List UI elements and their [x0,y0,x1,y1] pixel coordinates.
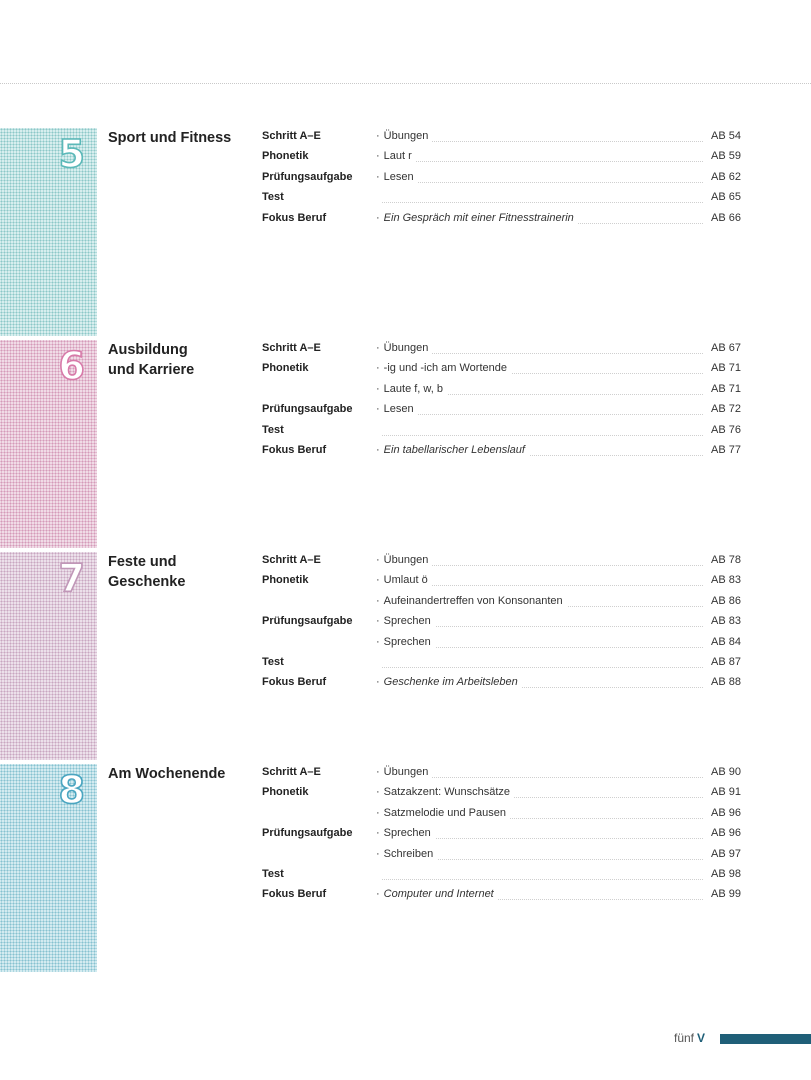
entry [376,130,709,146]
toc-row[interactable] [0,442,811,462]
entry [376,424,709,440]
toc-row[interactable] [0,654,811,674]
entry-title: Übungen [383,130,429,142]
entry-text [376,342,432,354]
toc-row[interactable] [0,128,811,148]
page-reference: AB 76 [711,423,741,436]
section-label: Prüfungsaufgabe [262,170,353,183]
entry-title: Satzmelodie und Pausen [383,806,506,819]
bullet: · [376,170,380,183]
page-reference: AB 99 [711,888,741,901]
bullet: · [376,342,380,354]
entry [376,868,709,884]
dot-leader [382,435,703,436]
section-label: Fokus Beruf [262,444,327,456]
entry [376,656,709,672]
entry-title: Laut r [383,150,412,163]
entry-text [376,554,432,566]
entry-title: Ein tabellarischer Lebenslauf [383,444,525,456]
toc-row[interactable] [0,148,811,168]
entry-title: Übungen [383,766,429,778]
section-label: Schritt A–E [262,766,321,778]
bullet: · [376,150,380,163]
dot-leader [382,414,703,415]
entry-title: Sprechen [383,635,431,648]
page-reference: AB 65 [711,191,741,204]
entry [376,574,709,590]
section-label: Fokus Beruf [262,676,327,689]
page-reference: AB 98 [711,868,741,880]
bullet: · [376,888,380,901]
page-reference: AB 71 [711,382,741,395]
entry-text [376,403,418,415]
dot-leader [382,202,703,203]
section-label: Fokus Beruf [262,211,327,224]
section-label: Prüfungsaufgabe [262,403,353,416]
toc-row[interactable] [0,189,811,209]
entry-text [376,615,435,627]
entry [376,807,709,823]
entry-title: Ein Gespräch mit einer Fitnesstrainerin [383,211,574,224]
bullet: · [376,615,380,628]
entry [376,766,709,782]
entry [376,554,709,570]
entry-text [376,827,435,839]
section-label: Schritt A–E [262,130,321,142]
entry-text [376,676,522,688]
toc-row[interactable] [0,784,811,804]
bullet: · [376,574,380,587]
page-reference: AB 67 [711,342,741,354]
entry-text [376,574,432,586]
bullet: · [376,554,380,566]
page-reference: AB 96 [711,827,741,840]
entry-text [376,636,435,648]
entry [376,786,709,802]
bullet: · [376,806,380,819]
page-reference: AB 86 [711,594,741,607]
chapter-title-line: Feste und [108,554,177,570]
page-reference: AB 96 [711,806,741,819]
section-label: Fokus Beruf [262,888,327,901]
entry-title: Computer und Internet [383,888,494,901]
section-label: Phonetik [262,786,309,799]
entry-title: Geschenke im Arbeitsleben [383,676,518,689]
page-reference: AB 83 [711,574,741,587]
section-label: Test [262,656,284,668]
toc-row[interactable] [0,169,811,189]
chapter-number: 5 [58,132,85,176]
top-divider [0,83,811,84]
chapter-title-line: und Karriere [108,362,195,378]
entry [376,403,709,419]
bullet: · [376,130,380,142]
bullet: · [376,382,380,395]
page-reference: AB 59 [711,150,741,163]
page-reference: AB 62 [711,170,741,183]
toc-row[interactable] [0,846,811,866]
entry [376,171,709,187]
section-label: Phonetik [262,362,309,375]
entry [376,191,709,207]
entry-text [376,383,447,395]
page-reference: AB 54 [711,130,741,142]
page-reference: AB 84 [711,635,741,648]
chapter-number: 8 [58,768,85,812]
section-label: Schritt A–E [262,342,321,354]
page-reference: AB 72 [711,403,741,416]
entry [376,676,709,692]
entry-title: -ig und -ich am Wortende [383,362,507,375]
toc-row[interactable] [0,805,811,825]
toc-row[interactable] [0,613,811,633]
page-reference: AB 91 [711,786,741,799]
bullet: · [376,594,380,607]
chapter-title-line: Ausbildung [108,342,188,358]
chapter-title-line: Geschenke [108,574,186,590]
toc-row[interactable] [0,886,811,906]
entry-text [376,848,437,860]
entry [376,444,709,460]
entry [376,342,709,358]
bullet: · [376,211,380,224]
entry-text [376,362,511,374]
entry-text [376,130,432,142]
entry-title: Laute f, w, b [383,382,443,395]
dot-leader [382,879,703,880]
entry-title: Schreiben [383,847,434,860]
toc-row[interactable] [0,825,811,845]
bullet: · [376,403,380,416]
entry-title: Sprechen [383,615,431,628]
section-label: Test [262,423,284,436]
section-label: Phonetik [262,150,309,163]
page-reference: AB 77 [711,444,741,456]
entry-text [376,888,498,900]
entry-title: Lesen [383,403,414,416]
page-reference: AB 71 [711,362,741,375]
entry-text [376,595,567,607]
page-reference: AB 87 [711,656,741,668]
entry-title: Lesen [383,170,414,183]
toc-row[interactable] [0,381,811,401]
entry [376,383,709,399]
toc-row[interactable] [0,422,811,442]
entry [376,827,709,843]
entry [376,615,709,631]
section-label: Prüfungsaufgabe [262,615,353,628]
chapter-title-line: Sport und Fitness [108,130,232,146]
entry-text [376,444,529,456]
page-reference: AB 90 [711,766,741,778]
entry-title: Übungen [383,554,429,566]
toc-row[interactable] [0,593,811,613]
section-label: Schritt A–E [262,554,321,566]
chapter-number: 6 [58,344,85,388]
page-reference: AB 88 [711,676,741,689]
entry-title: Aufeinandertreffen von Konsonanten [383,594,563,607]
dot-leader [382,182,703,183]
toc-row[interactable] [0,340,811,360]
bullet: · [376,362,380,375]
section-label: Test [262,868,284,880]
entry [376,636,709,652]
entry [376,595,709,611]
toc-row[interactable] [0,572,811,592]
bullet: · [376,827,380,840]
entry-title: Sprechen [383,827,431,840]
entry-text [376,766,432,778]
dot-leader [382,161,703,162]
toc-row[interactable] [0,674,811,694]
bullet: · [376,847,380,860]
bullet: · [376,676,380,689]
entry-text [376,212,578,224]
page-reference: AB 83 [711,615,741,628]
toc-row[interactable] [0,634,811,654]
toc-row[interactable] [0,866,811,886]
toc-row[interactable] [0,764,811,784]
entry [376,150,709,166]
entry [376,848,709,864]
toc-row[interactable] [0,360,811,380]
section-label: Prüfungsaufgabe [262,827,353,840]
chapter-title-line: Am Wochenende [108,766,226,782]
section-label: Phonetik [262,574,309,587]
entry-text [376,150,416,162]
page-reference: AB 66 [711,211,741,224]
section-label: Test [262,191,284,204]
footer-accent-bar [720,1034,811,1044]
bullet: · [376,766,380,778]
page-number: fünf V [674,1031,706,1045]
entry-title: Übungen [383,342,429,354]
dot-leader [382,667,703,668]
toc-row[interactable] [0,552,811,572]
entry [376,362,709,378]
entry-title: Umlaut ö [383,574,428,587]
entry-text [376,786,514,798]
entry-text [376,171,418,183]
bullet: · [376,444,380,456]
page-reference: AB 97 [711,847,741,860]
chapter-number: 7 [58,556,85,600]
entry [376,212,709,228]
bullet: · [376,786,380,799]
entry-title: Satzakzent: Wunschsätze [383,786,511,799]
toc-row[interactable] [0,210,811,230]
toc-row[interactable] [0,401,811,421]
entry-text [376,807,510,819]
entry [376,888,709,904]
bullet: · [376,635,380,648]
page-reference: AB 78 [711,554,741,566]
